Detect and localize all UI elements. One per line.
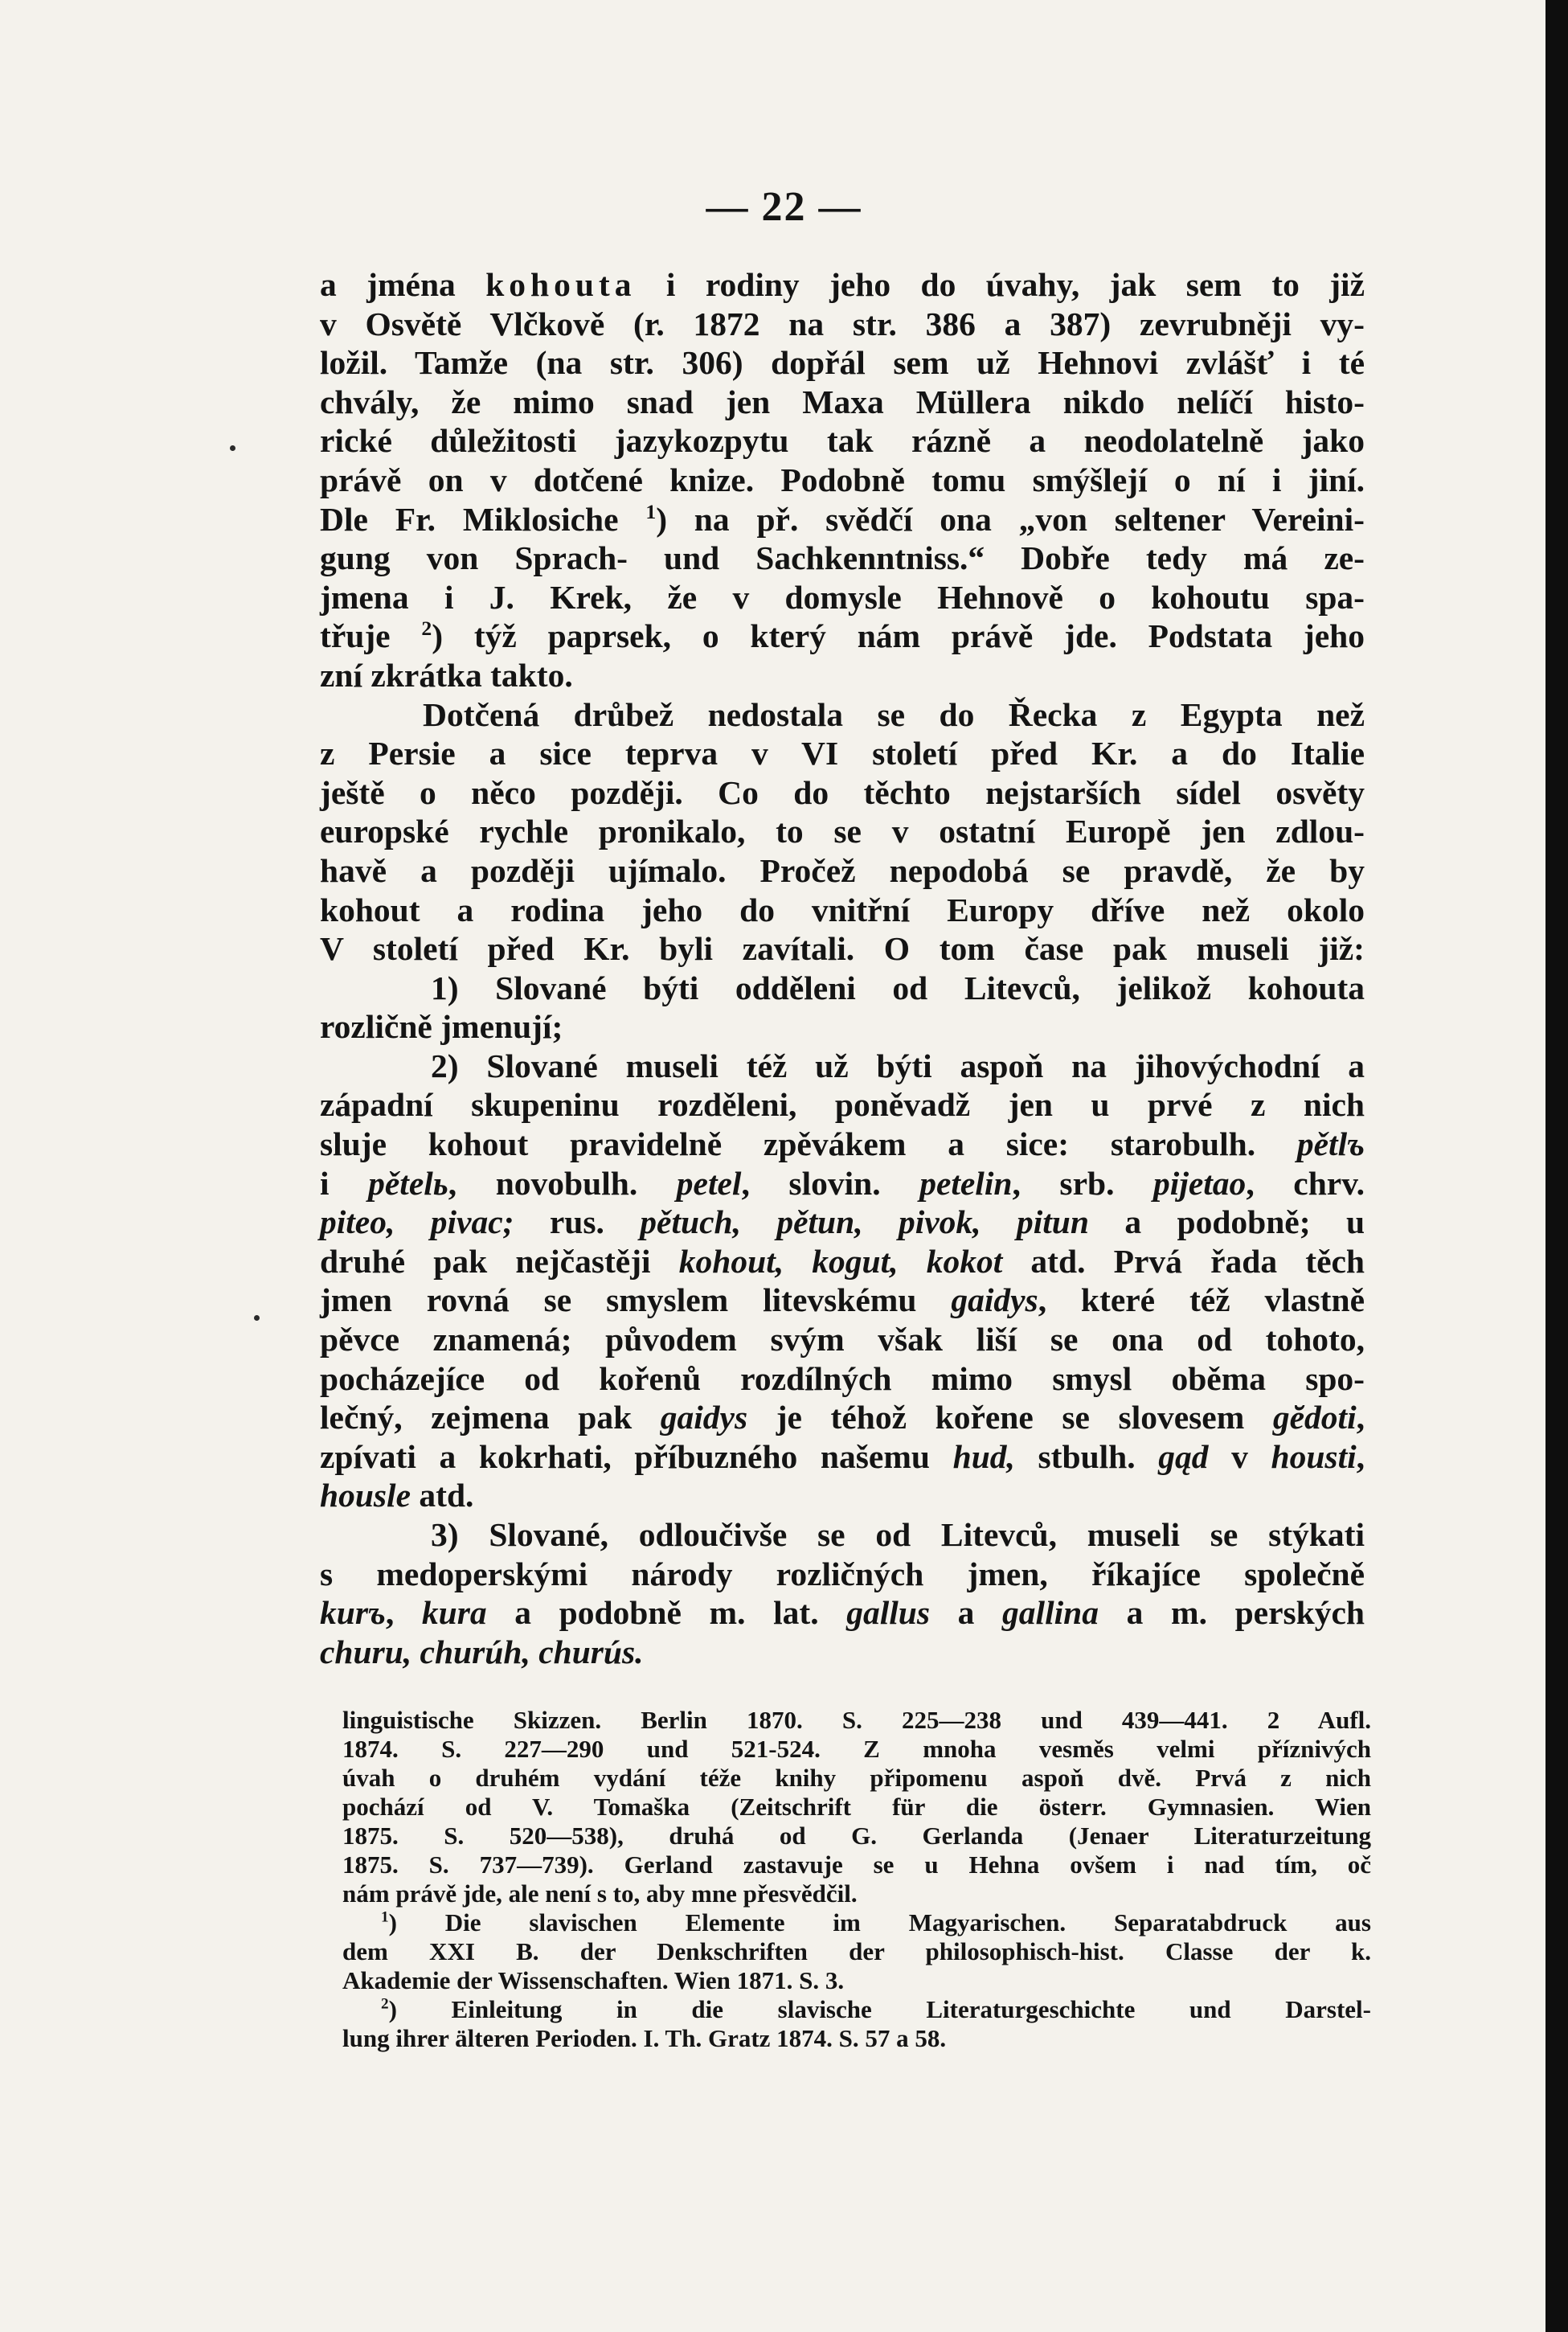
text-line: kurъ, kura a podobně m. lat. gallus a gallina a m. perských bbox=[320, 1594, 1365, 1632]
footnote-line: pochází od V. Tomaška (Zeitschrift für die österr. Gymnasien. Wien bbox=[342, 1793, 1371, 1821]
footnote-line: $^1$) Die slavischen Elemente im Magyarischen. Separatabdruck aus bbox=[381, 1908, 1371, 1937]
footnote-line: linguistische Skizzen. Berlin 1870. S. 225—238 und 439—441. 2 Aufl. bbox=[342, 1706, 1371, 1734]
footnotes bbox=[342, 1706, 1371, 2053]
text-line: z Persie a sice teprva v VI století před Kr. a do Italie bbox=[320, 735, 1365, 773]
text-line: západní skupeninu rozděleni, poněvadž jen u prvé z nich bbox=[320, 1086, 1365, 1124]
text-line: pěvce znamená; původem svým však liší se ona od tohoto, bbox=[320, 1321, 1365, 1359]
text-line: 2) Slované museli též už býti aspoň na jihovýchodní a bbox=[431, 1047, 1365, 1084]
footnote-line: úvah o druhém vydání téže knihy připomenu aspoň dvě. Prvá z nich bbox=[342, 1764, 1371, 1792]
footnote-marker: 1 bbox=[381, 1908, 389, 1926]
text-line: jmen rovná se smyslem litevskému gaidys, které též vlastně bbox=[320, 1281, 1365, 1319]
text-line: churu, churúh, churús. bbox=[320, 1633, 644, 1670]
footnote-line: 1875. S. 737—739). Gerland zastavuje se u Hehna ovšem i nad tím, oč bbox=[342, 1850, 1371, 1879]
text-line: 1) Slované býti odděleni od Litevců, jelikož kohouta bbox=[431, 969, 1365, 1006]
text-line: kohout a rodina jeho do vnitřní Europy dříve než okolo bbox=[320, 891, 1365, 928]
text-line: třuje $^2$) týž paprsek, o který nám právě jde. Podstata jeho bbox=[320, 617, 1365, 655]
text-line: i pětelь, novobulh. petel, slovin. petelin, srb. pijetao, chrv. bbox=[320, 1164, 1365, 1202]
footnote-line: Akademie der Wissenschaften. Wien 1871. S. 3. bbox=[342, 1966, 845, 1994]
text-line: V století před Kr. byli zavítali. O tom čase pak museli již: bbox=[320, 930, 1365, 968]
text-line: europské rychle pronikalo, to se v ostatní Europě jen zdlou- bbox=[320, 813, 1365, 850]
text-line: housle atd. bbox=[320, 1477, 474, 1514]
page-number: — 22 — bbox=[706, 184, 862, 230]
scan-speck bbox=[230, 445, 235, 451]
text-line: právě on v dotčené knize. Podobně tomu smýšlejí o ní i jiní. bbox=[320, 461, 1365, 498]
text-line: v Osvětě Vlčkově (r. 1872 na str. 386 a 387) zevrubněji vy- bbox=[320, 305, 1365, 342]
text-line: sluje kohout pravidelně zpěvákem a sice: starobulh. pětlъ bbox=[320, 1125, 1365, 1163]
text-line: pocházejíce od kořenů rozdílných mimo smysl oběma spo- bbox=[320, 1359, 1365, 1397]
text-line: Dle Fr. Miklosiche $^1$) na př. svědčí ona „von seltener Vereini- bbox=[320, 499, 1365, 538]
footnote-ref: 2 bbox=[421, 617, 432, 641]
footnote-line: nám právě jde, ale není s to, aby mne přesvědčil. bbox=[342, 1879, 858, 1908]
text-line: ložil. Tamže (na str. 306) dopřál sem už Hehnovi zvlášť i té bbox=[320, 344, 1365, 382]
text-line: Dotčená drůbež nedostala se do Řecka z Egypta než bbox=[423, 695, 1365, 733]
text-line: ještě o něco později. Co do těchto nejstarších sídel osvěty bbox=[320, 773, 1365, 811]
text-line: piteo, pivac; rus. pětuch, pětun, pivok, pitun a podobně; u bbox=[320, 1203, 1365, 1241]
text-line: s medoperskými národy rozličných jmen, říkajíce společně bbox=[320, 1555, 1365, 1592]
text-line: 3) Slované, odloučivše se od Litevců, museli se stýkati bbox=[431, 1516, 1365, 1553]
text-line: havě a později ujímalo. Pročež nepodobá se pravdě, že by bbox=[320, 851, 1365, 889]
text-line: lečný, zejmena pak gaidys je téhož kořene se slovesem gĕdoti, bbox=[320, 1399, 1365, 1436]
footnote-line: lung ihrer älteren Perioden. I. Th. Gratz 1874. S. 57 a 58. bbox=[342, 2024, 947, 2052]
text-line: chvály, že mimo snad jen Maxa Müllera nikdo nelíčí histo- bbox=[320, 383, 1365, 420]
footnote-marker: 2 bbox=[381, 1995, 389, 2013]
main-text bbox=[320, 265, 1365, 1671]
text-line: rozličně jmenují; bbox=[320, 1008, 563, 1046]
text-line: jmena i J. Krek, že v domysle Hehnově o kohoutu spa- bbox=[320, 578, 1365, 616]
scan-speck bbox=[254, 1315, 260, 1321]
footnote-line: dem XXI B. der Denkschriften der philosophisch-hist. Classe der k. bbox=[342, 1937, 1371, 1965]
footnote-line: 1875. S. 520—538), druhá od G. Gerlanda (Jenaer Literaturzeitung bbox=[342, 1822, 1371, 1850]
text-line: a jména kohouta i rodiny jeho do úvahy, jak sem to již bbox=[320, 266, 1365, 303]
footnote-line: 1874. S. 227—290 und 521-524. Z mnoha vesměs velmi příznivých bbox=[342, 1735, 1371, 1763]
text-line: druhé pak nejčastěji kohout, kogut, kokot atd. Prvá řada těch bbox=[320, 1242, 1365, 1280]
text-line: rické důležitosti jazykozpytu tak rázně a neodolatelně jako bbox=[320, 422, 1365, 460]
footnote-ref: 1 bbox=[645, 499, 657, 523]
text-line: zní zkrátka takto. bbox=[320, 656, 573, 694]
footnote-line: $^2$) Einleitung in die slavische Literaturgeschichte und Darstel- bbox=[381, 1995, 1371, 2023]
scan-right-edge bbox=[1545, 0, 1568, 2332]
text-line: gung von Sprach- und Sachkenntniss.“ Dobře tedy má ze- bbox=[320, 539, 1365, 577]
text-line: zpívati a kokrhati, příbuzného našemu hud, stbulh. gąd v housti, bbox=[320, 1437, 1365, 1475]
